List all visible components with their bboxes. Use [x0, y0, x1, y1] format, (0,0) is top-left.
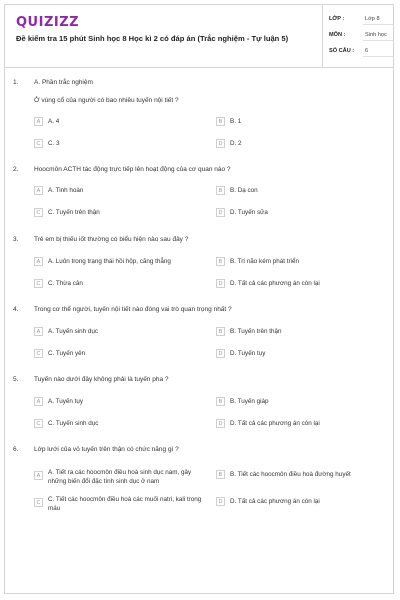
- option-text: A. Tuyến tụy: [48, 398, 84, 405]
- question-text: Ở vùng cổ của người có bao nhiêu tuyến nội tiết ?: [34, 97, 179, 104]
- option-text: D. 2: [230, 140, 242, 147]
- option-text: A. Tiết ra các hoocmôn điều hoà sinh dục nam, gây những biến đổi đặc tính sinh dục ở nam: [48, 469, 192, 485]
- option-text: B. Tuyến giáp: [230, 398, 269, 405]
- question-text: Tuyến nào dưới đây không phải là tuyến pha ?: [34, 376, 169, 383]
- option-letter-box: D: [216, 419, 225, 428]
- question-number: 3.: [13, 236, 19, 243]
- option-text: A. Luôn trong trạng thái hồi hộp, căng thẳng: [48, 258, 171, 265]
- option-text: C. Tiết các hoocmôn điều hoà các muối natri, kali trong máu: [48, 496, 202, 512]
- option-text: D. Tất cả các phương án còn lại: [230, 280, 320, 287]
- meta-underline: [363, 24, 393, 25]
- option-letter-box: A: [34, 257, 43, 266]
- question-number: 6.: [13, 446, 19, 453]
- question-number: 2.: [13, 166, 19, 173]
- meta-value: Sinh học: [365, 32, 387, 38]
- option-letter-box: C: [34, 139, 43, 148]
- option-text: D. Tuyến sữa: [230, 209, 268, 216]
- option-letter-box: B: [216, 257, 225, 266]
- option-letter-box: D: [216, 139, 225, 148]
- meta-underline: [363, 56, 393, 57]
- meta-label: SỐ CÂU :: [329, 48, 355, 54]
- meta-value: Lớp 8: [365, 16, 380, 22]
- option-letter-box: B: [216, 397, 225, 406]
- option-text: C. Tuyến yên: [48, 350, 86, 357]
- option-text: C. 3: [48, 140, 60, 147]
- option-text: C. Thừa cân: [48, 280, 83, 287]
- option-letter-box: C: [34, 208, 43, 217]
- option-text: A. Tuyến sinh dục: [48, 328, 99, 335]
- section-header: A. Phần trắc nghiệm: [34, 79, 93, 86]
- meta-panel: [322, 4, 395, 67]
- option-text: B. Tiết các hoocmôn điều hoà đường huyết: [230, 471, 351, 478]
- option-text: A. 4: [48, 118, 60, 125]
- question-text: Trong cơ thể người, tuyến nội tiết nào đóng vai trò quan trọng nhất ?: [34, 306, 232, 313]
- meta-label: MÔN :: [329, 32, 346, 38]
- worksheet-title: Đề kiểm tra 15 phút Sinh học 8 Học kì 2 có đáp án (Trắc nghiệm - Tự luận 5): [16, 34, 289, 43]
- question-text: Trẻ em bị thiếu iốt thường có biểu hiện nào sau đây ?: [34, 236, 189, 243]
- question-text: Lớp lưới của vỏ tuyến trên thận có chức năng gì ?: [34, 446, 179, 453]
- option-text: A. Tinh hoàn: [48, 187, 84, 194]
- option-letter-box: A: [34, 471, 43, 480]
- option-text: C. Tuyến trên thận: [48, 209, 100, 216]
- option-letter-box: D: [216, 279, 225, 288]
- worksheet-header: [4, 4, 394, 68]
- option-letter-box: A: [34, 397, 43, 406]
- option-text: B. Trí não kém phát triển: [230, 258, 299, 265]
- option-text: D. Tất cả các phương án còn lại: [230, 420, 320, 427]
- option-letter-box: B: [216, 117, 225, 126]
- option-letter-box: C: [34, 419, 43, 428]
- option-letter-box: D: [216, 208, 225, 217]
- option-letter-box: D: [216, 497, 225, 506]
- option-text: D. Tuyến tụy: [230, 350, 266, 357]
- meta-value: 6: [365, 48, 369, 54]
- option-text: C. Tuyến sinh dục: [48, 420, 99, 427]
- question-text: Hoocmôn ACTH tác động trực tiếp lên hoạt động của cơ quan nào ?: [34, 166, 231, 173]
- option-letter-box: A: [34, 186, 43, 195]
- option-letter-box: B: [216, 186, 225, 195]
- option-letter-box: B: [216, 327, 225, 336]
- option-text: B. 1: [230, 118, 242, 125]
- option-letter-box: A: [34, 117, 43, 126]
- meta-label: LỚP :: [329, 16, 345, 22]
- quizizz-logo: QUIZIZZ: [16, 15, 80, 30]
- option-text: B. Dạ con: [230, 187, 258, 194]
- option-letter-box: C: [34, 279, 43, 288]
- option-letter-box: C: [34, 349, 43, 358]
- option-letter-box: D: [216, 349, 225, 358]
- question-number: 5.: [13, 376, 19, 383]
- option-letter-box: B: [216, 470, 225, 479]
- question-number: 4.: [13, 306, 19, 313]
- question-number: 1.: [13, 79, 19, 86]
- option-letter-box: A: [34, 327, 43, 336]
- option-letter-box: C: [34, 498, 43, 507]
- meta-underline: [363, 40, 393, 41]
- option-text: D. Tất cả các phương án còn lại: [230, 498, 320, 505]
- option-text: B. Tuyến trên thận: [230, 328, 282, 335]
